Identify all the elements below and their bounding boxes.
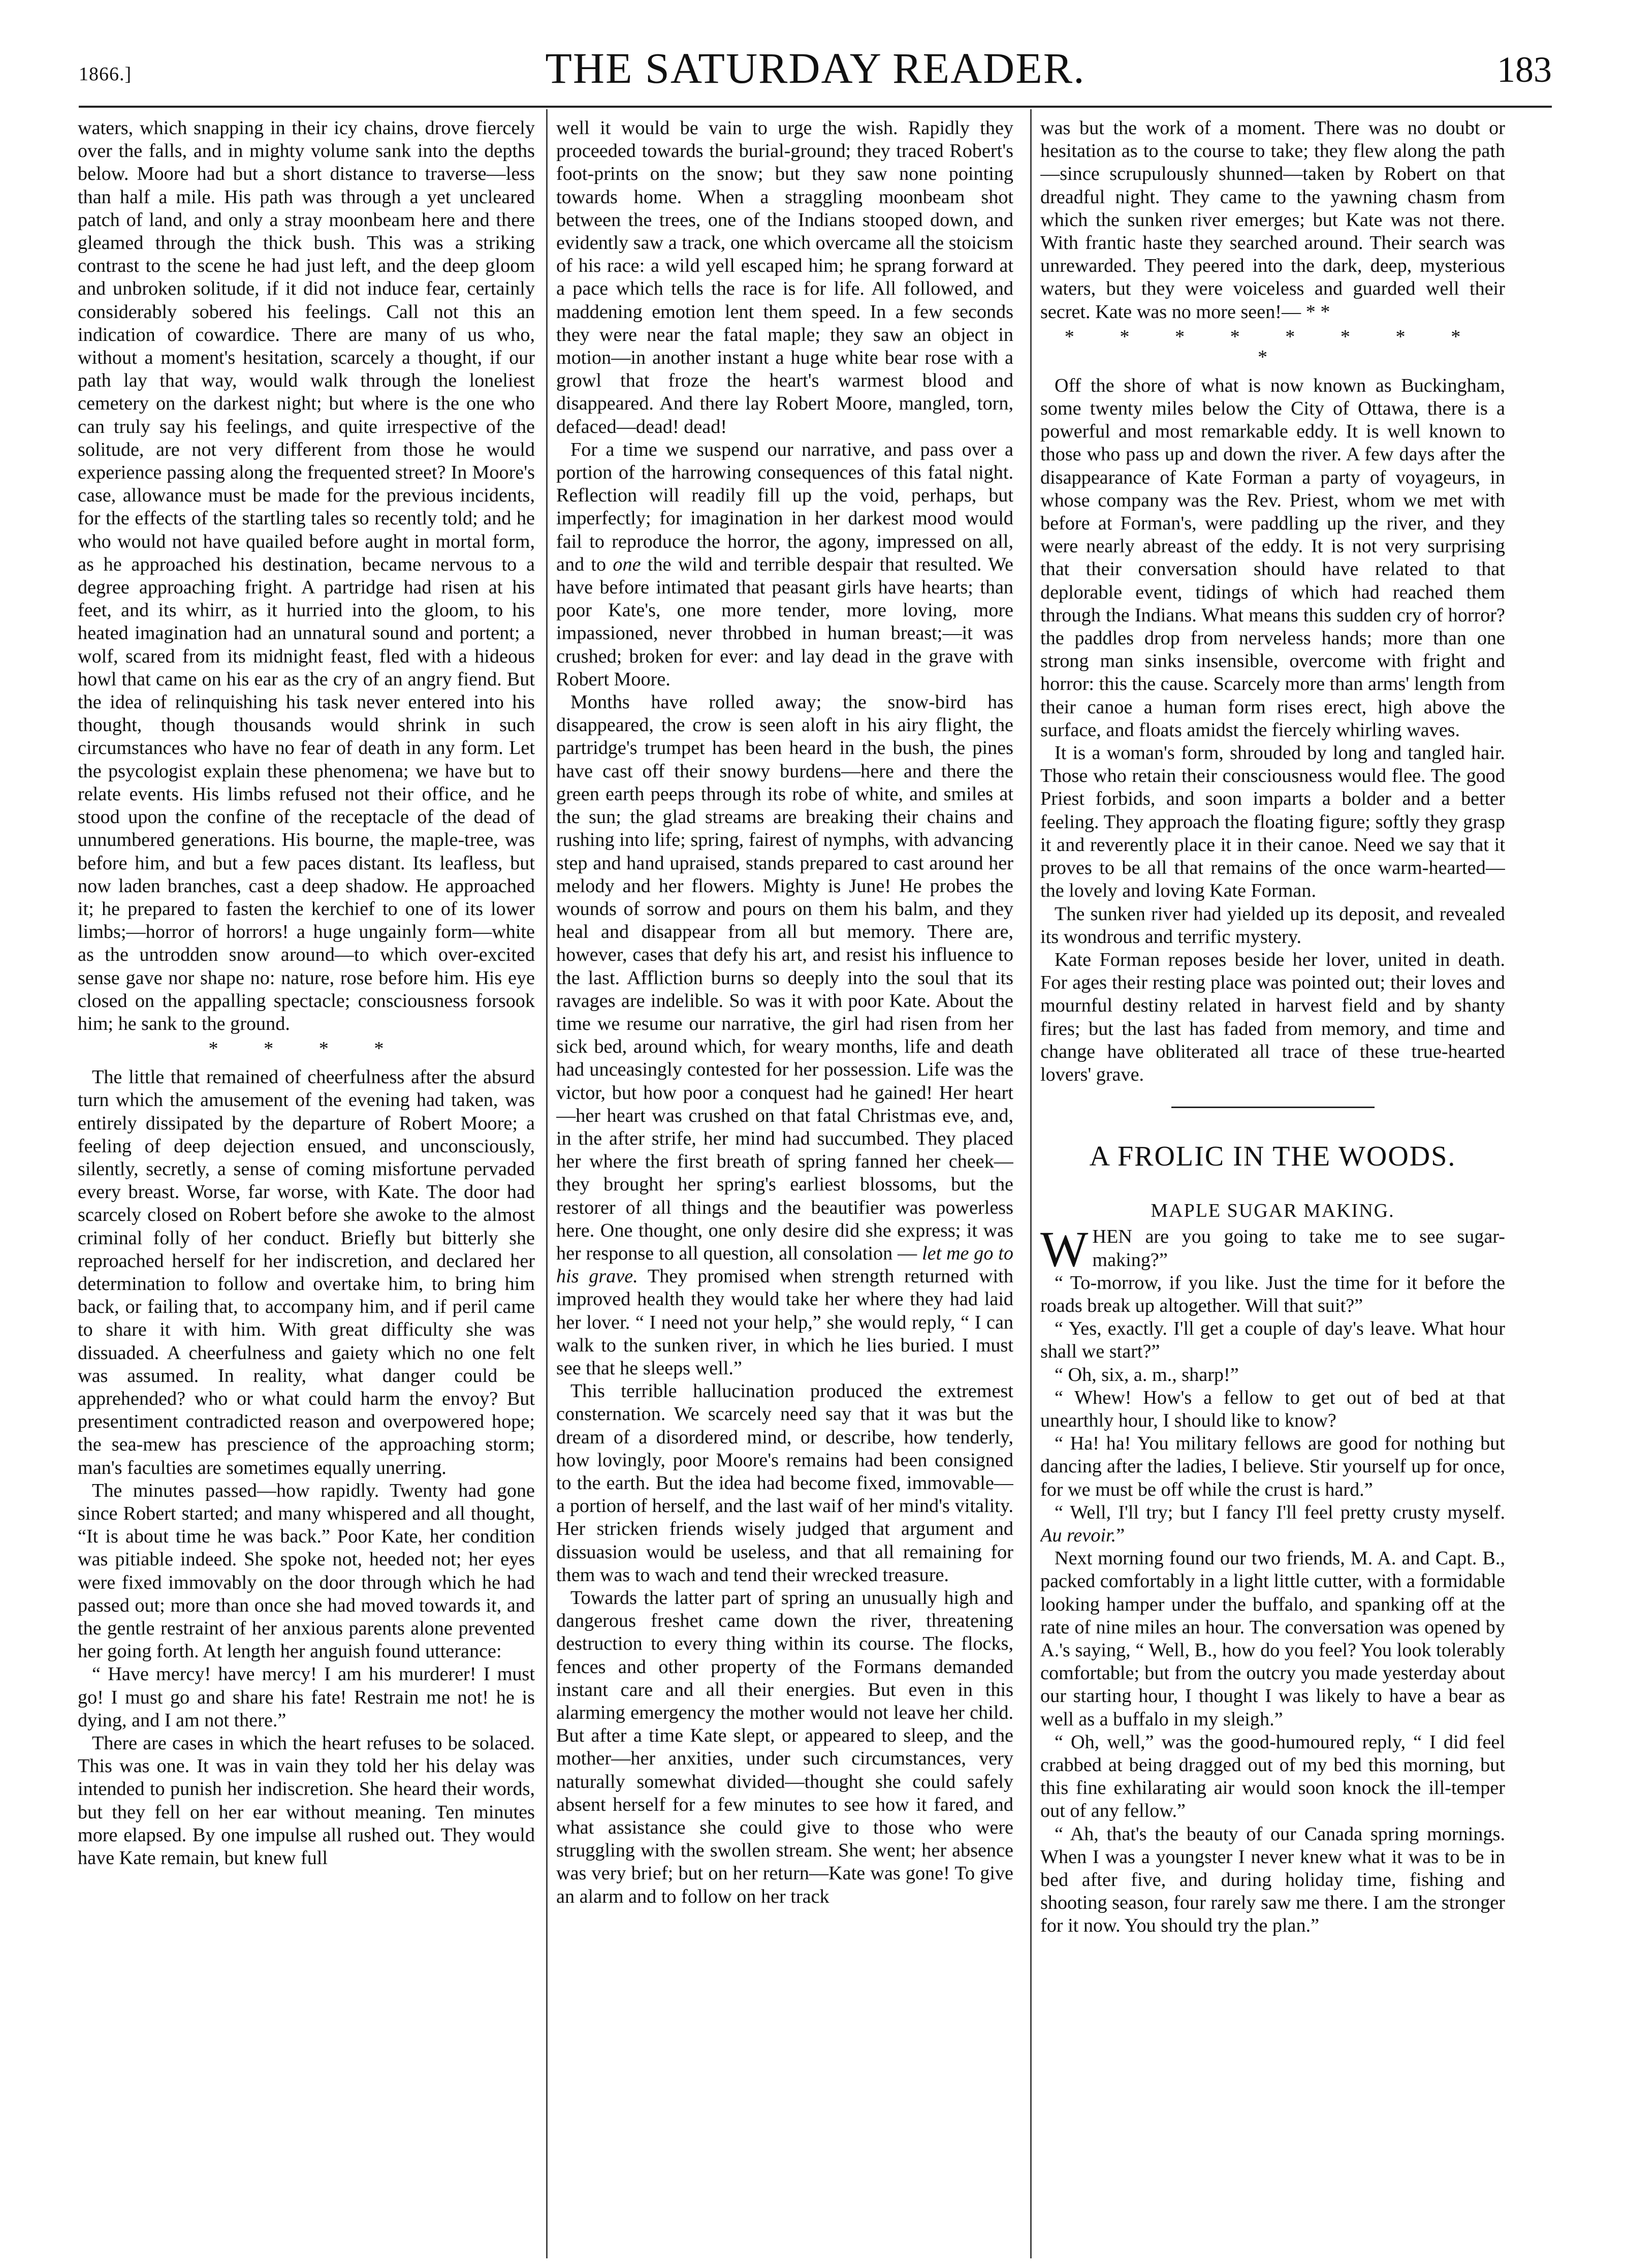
paragraph: well it would be vain to urge the wish. Rapidly they proceeded towards the burial-ground; they traced Robert's foot-prints on the snow; but they saw none pointing towards home. When a straggling moonbeam shot between the trees, one of the Indians stooped down, and evidently saw a track, one which overcame all the stoicism of his race: a wild yell escaped him; he sprang forward at a pace which tells the race is for life. All followed, and maddening emotion lent them speed. In a few seconds they were near the fatal maple; they saw an object in motion—in another instant a huge white bear rose with a growl that froze the heart's warmest blood and disappeared. And there lay Robert Moore, mangled, torn, defaced—dead! dead! bbox=[556, 117, 1013, 437]
emphasis: one bbox=[613, 553, 641, 575]
page-number: 183 bbox=[1497, 49, 1552, 90]
page-header bbox=[79, 43, 1552, 99]
paragraph bbox=[1040, 1221, 1505, 1278]
column-3 bbox=[1040, 117, 1505, 2261]
paragraph: “ To-morrow, if you like. Just the time for it before the roads break up altogether. Will that suit?” bbox=[1040, 1272, 1505, 1316]
paragraph: The little that remained of cheerfulness after the absurd turn which the amusement of the evening had taken, was entirely dissipated by the departure of Robert Moore; a feeling of deep dejection ensued, and unconsciously, silently, secretly, a sense of coming misfortune pervaded every breast. Worse, far worse, with Kate. The door had scarcely closed on Robert before she awoke to the almost criminal folly of her conduct. Briefly but bitterly she reproached herself for her indiscretion, and declared her determination to follow and overtake him, to bring him back, or failing that, to accompany him, and if peril came to share it with him. With great difficulty she was dissuaded. A cheerfulness and gaiety which no one felt was assumed. In reality, what danger could be apprehended? who or what could harm the envoy? But presentiment contradicted reason and overpowered hope; the sea-mew has prescience of the approaching storm; man's faculties are sometimes equally unerring. bbox=[78, 1066, 535, 1478]
paragraph bbox=[1040, 1501, 1505, 1547]
paragraph: Kate Forman reposes beside her lover, united in death. For ages their resting place was pointed out; their loves and mournful destiny related in harvest field and by shanty fires; but the last has faded from memory, and time and change have obliterated all trace of these true-hearted lovers' grave. bbox=[1040, 949, 1505, 1085]
text-run: HEN are you going to take me to see sugar-making?” bbox=[1092, 1226, 1505, 1271]
text-run: “ Well, I'll try; but I fancy I'll feel pretty crusty myself. bbox=[1055, 1501, 1505, 1523]
section-divider bbox=[1171, 1107, 1375, 1108]
paragraph: “ Whew! How's a fellow to get out of bed at that unearthly hour, I should like to know? bbox=[1040, 1387, 1505, 1431]
emphasis: Au revoir. bbox=[1040, 1524, 1116, 1546]
column-divider bbox=[546, 109, 548, 2258]
header-year: 1866.] bbox=[79, 64, 132, 85]
paragraph: There are cases in which the heart refuses to be solaced. This was one. It was in vain they told her his delay was intended to punish her indiscretion. She heard their words, but they fell on her ear without meaning. Ten minutes more elapsed. By one impulse all rushed out. They would have Kate remain, but knew full bbox=[78, 1732, 535, 1869]
column-divider bbox=[1030, 109, 1032, 2258]
paragraph: “ Ha! ha! You military fellows are good for nothing but dancing after the ladies, I believe. Stir yourself up for once, for we must be off while the crust is hard.” bbox=[1040, 1433, 1505, 1500]
paragraph: “ Ah, that's the beauty of our Canada spring mornings. When I was a youngster I never knew what it was to be in bed after five, and during holiday time, fishing and shooting season, four rarely saw me there. I am the stronger for it now. You should try the plan.” bbox=[1040, 1823, 1505, 1937]
paragraph: Next morning found our two friends, M. A. and Capt. B., packed comfortably in a light little cutter, with a formidable looking hamper under the buffalo, and spanking off at the rate of nine miles an hour. The conversation was opened by A.'s saying, “ Well, B., how do you feel? You look tolerably comfortable; but from the outcry you made yesterday about our starting hour, I thought I was likely to have a bear as well as a buffalo in my sleigh.” bbox=[1040, 1548, 1505, 1730]
text-run: They promised when strength returned with improved health they would take her where they had laid her lover. “ I need not your help,” she would reply, “ I can walk to the sunken river, in which he lies buried. I must see that he sleeps well.” bbox=[556, 1266, 1013, 1379]
header-rule bbox=[79, 106, 1552, 108]
paragraph: waters, which snapping in their icy chains, drove fiercely over the falls, and in mighty volume sank into the depths below. Moore had but a short distance to traverse—less than half a mile. His path was through a yet uncleared patch of land, and only a stray moonbeam here and there gleamed through the thick bush. This was a striking contrast to the scene he had just left, and the deep gloom and unbroken solitude, if it did not induce fear, certainly considerably sobered his feelings. Call not this an indication of cowardice. There are many of us who, without a moment's hesitation, scarcely a thought, if our path lay that way, would walk through the loneliest cemetery on the darkest night; but where is the one who can truly say his feelings, and quite irrespective of the solitude, are not very different from those he would experience passing along the frequented street? In Moore's case, allowance must be made for the previous incidents, for the effects of the startling tales so recently told; and he who would not have quailed before aught in mortal form, as he approached his destination, became nervous to a degree approaching fright. A partridge had risen at his feet, and its whirr, as it hurried into the gloom, to his heated imagination had an unnatural sound and portent; a wolf, scared from its midnight feast, fled with a hideous howl that came on his ear as the cry of an angry fiend. But the idea of relinquishing his task never entered into his thought, though thousands would shrink in such circumstances who have no fear of death in any form. Let the psycologist explain these phenomena; we have but to relate events. His limbs refused not their office, and he stood upon the confine of the receptacle of the dead of unnumbered generations. His bourne, the maple-tree, was before him, and but a few paces distant. Its leafless, but now laden branches, cast a deep shadow. He approached it; he prepared to fasten the kerchief to one of its lower limbs;—horror of horrors! a huge ungainly form—white as the untrodden snow around—to which over-excited sense gave nor shape no: nature, rose before him. His eye closed on the appalling spectacle; consciousness forsook him; he sank to the ground. bbox=[78, 117, 535, 1034]
text-run: For a time we suspend our narrative, and pass over a portion of the harrowing consequences of this fatal night. Reflection will readily fill up the void, perhaps, but imperfectly; for imagination in her darkest mood would fail to reproduce the horror, the agony, impressed on all, and to bbox=[556, 438, 1013, 575]
text-run: ” bbox=[1116, 1524, 1125, 1546]
section-break-stars: * * * * bbox=[208, 1038, 404, 1060]
article-title: A FROLIC IN THE WOODS. bbox=[1089, 1141, 1456, 1173]
paragraph: Off the shore of what is now known as Buckingham, some twenty miles below the City of Ottawa, there is a powerful and most remarkable eddy. It is well known to those who pass up and down the river. A few days after the disappearance of Kate Forman a party of voyageurs, in whose company was the Rev. Priest, whom we met with before at Forman's, were paddling up the river, and they were nearly abreast of the eddy. It is not very surprising that their conversation should have related to that deplorable event, tidings of which had reached them through the Indians. What means this sudden cry of horror? the paddles drop from nerveless hands; more than one strong man sinks insensible, overcome with fright and horror: this the cause. Scarcely more than arms' length from their canoe a human form rises erect, high above the surface, and floats amidst the fiercely whirling waves. bbox=[1040, 374, 1505, 741]
paragraph: “ Oh, well,” was the good-humoured reply, “ I did feel crabbed at being dragged out of my bed this morning, but this fine exhilarating air would soon knock the ill-temper out of any fellow.” bbox=[1040, 1731, 1505, 1822]
section-break-stars: * * * * * * * * * bbox=[1064, 326, 1481, 368]
article-subtitle: MAPLE SUGAR MAKING. bbox=[1151, 1200, 1395, 1222]
paragraph: The minutes passed—how rapidly. Twenty had gone since Robert started; and many whispered and all thought, “It is about time he was back.” Poor Kate, her condition was pitiable indeed. She spoke not, heeded not; her eyes were fixed immovably on the door through which he had passed out; more than once she had moved towards it, and the gentle restraint of her anxious parents alone prevented her going forth. At length her anguish found utterance: bbox=[78, 1479, 535, 1662]
paragraph bbox=[556, 438, 1013, 691]
emphasis: let me go to his grave. bbox=[556, 1242, 1013, 1287]
column-1 bbox=[78, 117, 535, 2261]
paragraph: This terrible hallucination produced the extremest consternation. We scarcely need say that it was but the dream of a disordered mind, or describe, how tenderly, how lovingly, poor Moore's remains had been consigned to the earth. But the idea had become fixed, immovable—a portion of herself, and the last waif of her mind's vitality. Her stricken friends wisely judged that argument and dissuasion would be useless, and that all remaining for them was to wach and tend their wrecked treasure. bbox=[556, 1380, 1013, 1586]
paragraph: Towards the latter part of spring an unusually high and dangerous freshet came down the river, threatening destruction to every thing within its course. The flocks, fences and other property of the Formans demanded instant care and all their energies. But even in this alarming emergency the mother would not leave her child. But after a time Kate slept, or appeared to sleep, and the mother—her anxities, under such circumstances, very naturally somewhat divided—thought she could safely absent herself for a few minutes to see how it fared, and what assistance she could give to those who were struggling with the swollen stream. She went; her absence was very brief; but on her return—Kate was gone! To give an alarm and to follow on her track bbox=[556, 1587, 1013, 1907]
column-2 bbox=[556, 117, 1013, 2261]
text-run: the wild and terrible despair that resulted. We have before intimated that peasant girls have hearts; than poor Kate's, one more tender, more loving, more impassioned, never throbbed in human breast;—it was crushed; broken for ever: and lay dead in the grave with Robert Moore. bbox=[556, 553, 1013, 690]
paragraph: “ Have mercy! have mercy! I am his murderer! I must go! I must go and share his fate! Restrain me not! he is dying, and I am not there.” bbox=[78, 1663, 535, 1731]
drop-cap: W bbox=[1040, 1221, 1089, 1278]
text-run: Months have rolled away; the snow-bird has disappeared, the crow is seen aloft in his airy flight, the partridge's trumpet has been heard in the bush, the pines have cast off their snowy burdens—here and there the green earth peeps through its robe of white, and smiles at the sun; the glad streams are breaking their chains and rushing into life; spring, fairest of nymphs, with advancing step and hand upraised, stands prepared to cast around her melody and her flowers. Mighty is June! He probes the wounds of sorrow and pours on them his balm, and they heal and disappear from all but memory. There are, however, cases that defy his art, and resist his influence to the last. Affliction burns so deeply into the soul that its ravages are indelible. So was it with poor Kate. About the time we resume our narrative, the girl had risen from her sick bed, around which, for weary months, life and death had unceasingly contested for her possession. Life was the victor, but how poor a conquest had he gained! Her heart—her heart was crushed on that fatal Christmas eve, and, in the after strife, her mind had succumbed. They placed her where the first breath of spring fanned her cheek—they brought her spring's earliest blossoms, but the restorer of all things and the beautifier was powerless here. One thought, one only desire did she express; it was her response to all question, all consolation — bbox=[556, 691, 1013, 1264]
paragraph: “ Yes, exactly. I'll get a couple of day's leave. What hour shall we start?” bbox=[1040, 1318, 1505, 1363]
paragraph: It is a woman's form, shrouded by long and tangled hair. Those who retain their consciousness would flee. The good Priest forbids, and soon imparts a bolder and a better feeling. They approach the floating figure; softly they grasp it and reverently place it in their canoe. Need we say that it proves to be all that remains of the once warm-hearted—the lovely and loving Kate Forman. bbox=[1040, 742, 1505, 902]
paragraph: was but the work of a moment. There was no doubt or hesitation as to the course to take; they flew along the path—since scrupulously shunned—taken by Robert on that dreadful night. They came to the yawning chasm from which the sunken river emerges; but Kate was not there. With frantic haste they searched around. Their search was unrewarded. They peered into the dark, deep, mysterious waters, but they were voiceless and guarded well their secret. Kate was no more seen!— * * bbox=[1040, 117, 1505, 323]
paragraph bbox=[556, 691, 1013, 1380]
paragraph: The sunken river had yielded up its deposit, and revealed its wondrous and terrific mystery. bbox=[1040, 903, 1505, 948]
masthead-title: THE SATURDAY READER. bbox=[545, 44, 1086, 92]
paragraph: “ Oh, six, a. m., sharp!” bbox=[1055, 1364, 1239, 1385]
